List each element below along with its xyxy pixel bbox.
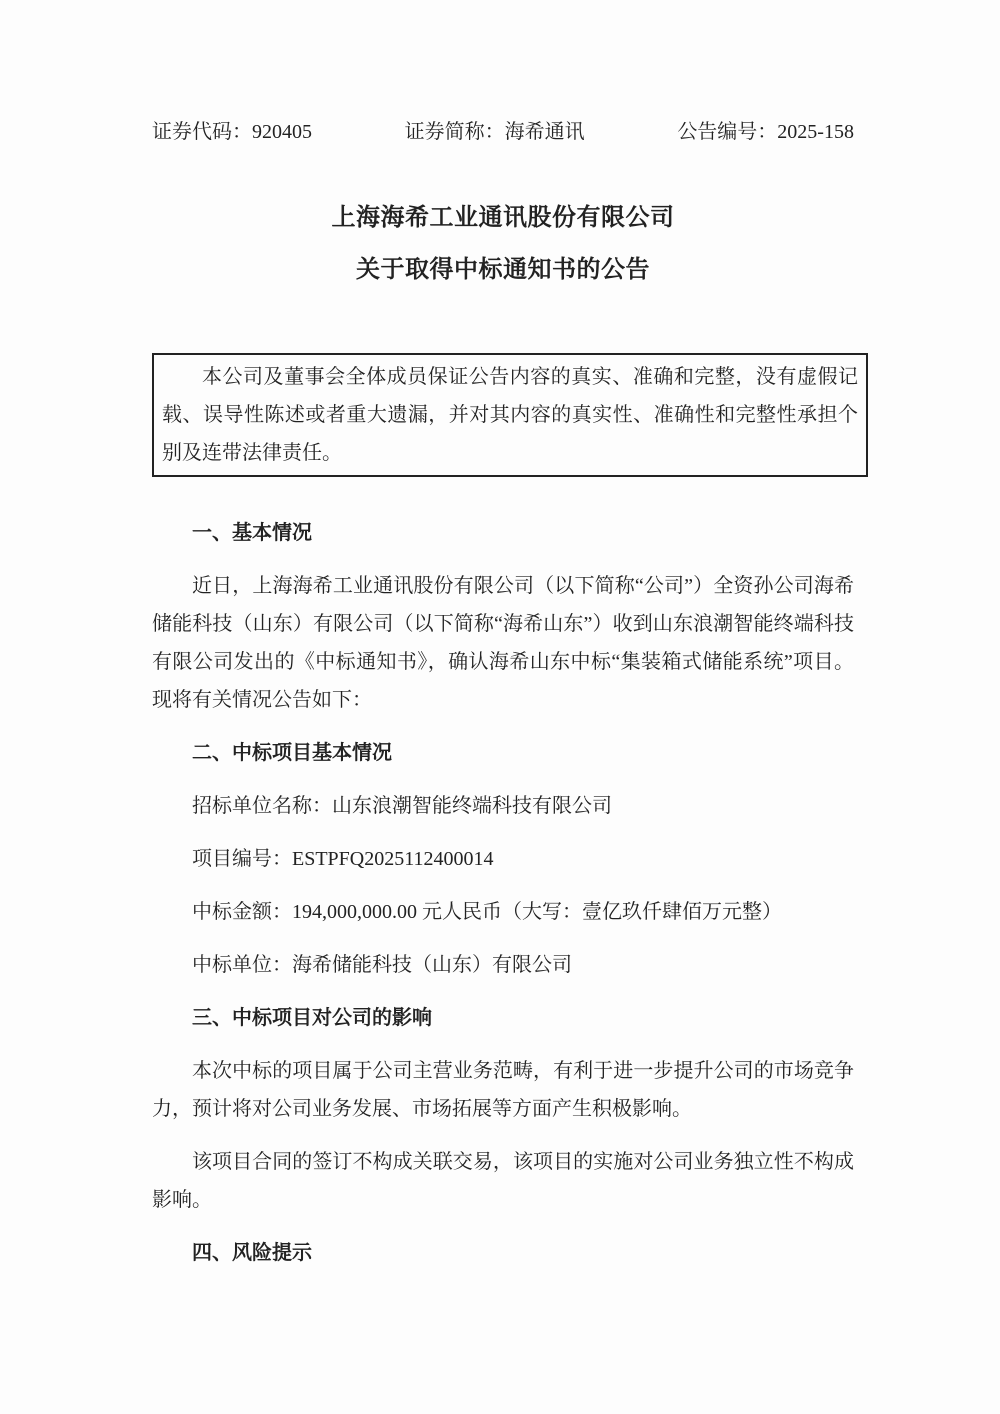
section-4-heading: 四、风险提示 — [192, 1242, 312, 1264]
project-number: 项目编号：ESTPFQ2025112400014 — [192, 848, 494, 870]
bid-inviting-unit: 招标单位名称：山东浪潮智能终端科技有限公司 — [192, 795, 612, 817]
section-3-paragraph-1: 本次中标的项目属于公司主营业务范畴，有利于进一步提升公司的市场竞争力，预计将对公司业务发展、市场拓展等方面产生积极影响。 — [152, 1060, 854, 1120]
section-3-heading: 三、中标项目对公司的影响 — [192, 1007, 432, 1029]
bid-amount: 中标金额：194,000,000.00 元人民币（大写：壹亿玖仟肆佰万元整） — [192, 901, 782, 923]
stock-short-name: 证券简称：海希通讯 — [404, 121, 585, 143]
winning-bidder: 中标单位：海希储能科技（山东）有限公司 — [192, 954, 572, 976]
announcement-title: 关于取得中标通知书的公告 — [356, 257, 650, 283]
disclaimer-text: 本公司及董事会全体成员保证公告内容的真实、准确和完整，没有虚假记载、误导性陈述或者重大遗漏，并对其内容的真实性、准确性和完整性承担个别及连带法律责任。 — [162, 366, 858, 464]
stock-code: 证券代码：920405 — [152, 121, 312, 143]
document-header — [152, 118, 854, 146]
section-1-heading: 一、基本情况 — [192, 522, 312, 544]
section-2-heading: 二、中标项目基本情况 — [192, 742, 392, 764]
announcement-number: 公告编号：2025-158 — [677, 121, 854, 143]
company-name-title: 上海海希工业通讯股份有限公司 — [331, 205, 675, 231]
section-3-paragraph-2: 该项目合同的签订不构成关联交易，该项目的实施对公司业务独立性不构成影响。 — [152, 1151, 854, 1211]
disclaimer-box — [152, 353, 868, 477]
section-1-paragraph: 近日，上海海希工业通讯股份有限公司（以下简称“公司”）全资孙公司海希储能科技（山东）有限公司（以下简称“海希山东”）收到山东浪潮智能终端科技有限公司发出的《中标通知书》，确认海希山东中标“集装箱式储能系统”项目。现将有关情况公告如下： — [152, 575, 854, 711]
